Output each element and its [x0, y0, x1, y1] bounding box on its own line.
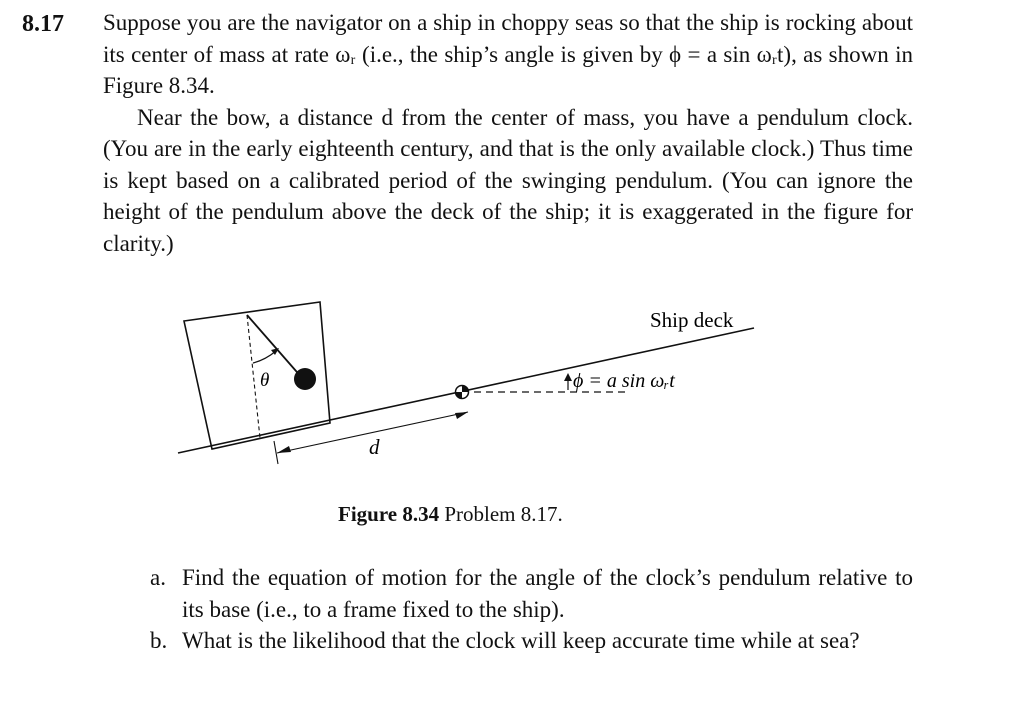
figure-caption-number: Figure 8.34	[338, 502, 440, 526]
figure-caption-text: Problem 8.17.	[444, 502, 563, 526]
question-b-text: What is the likelihood that the clock will keep accurate time while at sea?	[182, 628, 860, 653]
distance-arrow-left	[277, 446, 291, 453]
figure-ship-pendulum	[150, 290, 770, 480]
question-a-text: Find the equation of motion for the angle of the clock’s pendulum relative to its base (i.e., to a frame fixed to the ship).	[182, 565, 913, 622]
figure-diagram	[150, 290, 770, 480]
question-b-label: b.	[150, 628, 168, 653]
theta-label: θ	[260, 370, 270, 391]
question-a	[150, 562, 913, 625]
problem-number: 8.17	[22, 11, 64, 37]
center-of-mass-marker	[456, 386, 469, 399]
ship-deck-label: Ship deck	[650, 308, 734, 332]
phi-arrowhead	[564, 373, 572, 381]
pendulum-bob	[294, 368, 316, 390]
problem-paragraph-2: Near the bow, a distance d from the center of mass, you have a pendulum clock. (You are in the early eighteenth century, and that is the only available clock.) Thus time is kept based on a calibrated period of the swinging pendulum. (You can ignore the height of the pendulum above the deck of the ship; it is exaggerated in the figure for clarity.)	[103, 104, 913, 256]
problem-statement	[103, 7, 913, 259]
figure-caption	[338, 500, 563, 528]
distance-arrow-right	[455, 412, 468, 419]
distance-label: d	[369, 435, 380, 459]
question-b	[150, 625, 913, 657]
pendulum-vertical-reference	[247, 315, 260, 438]
problem-paragraph-1: Suppose you are the navigator on a ship in choppy seas so that the ship is rocking about its center of mass at rate ωᵣ (i.e., the ship’s angle is given by ϕ = a sin ωᵣt), as shown in Figure 8.34.	[103, 10, 913, 98]
theta-angle-arc	[253, 351, 276, 363]
pendulum-rod	[247, 315, 303, 379]
question-list	[150, 562, 913, 657]
question-a-label: a.	[150, 565, 166, 590]
phi-label: ϕ = a sin ωᵣt	[573, 370, 675, 392]
